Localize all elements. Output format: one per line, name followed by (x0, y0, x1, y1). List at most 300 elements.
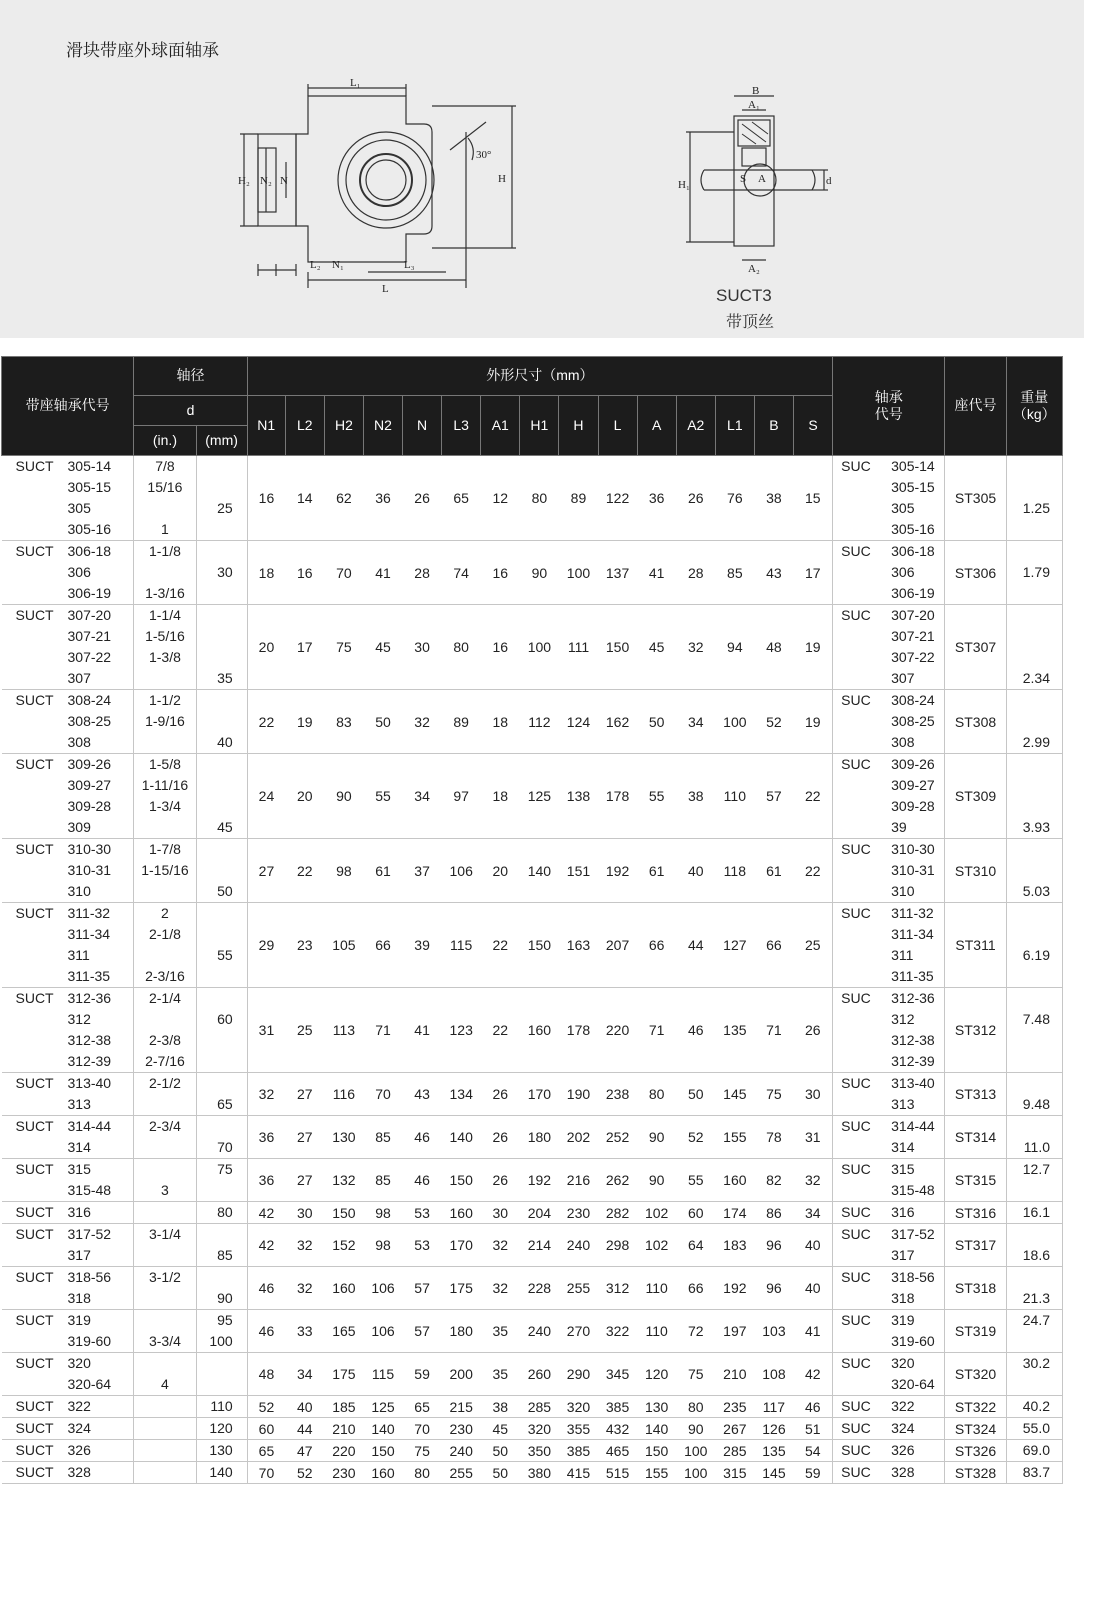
shaft-inch-value (134, 1137, 195, 1158)
bearing-code-line (833, 988, 944, 1009)
shaft-mm-value (197, 924, 247, 945)
dim-h2-cell: 150 (324, 1202, 363, 1224)
dim-s-cell: 41 (793, 1310, 832, 1353)
bearing-code-prefix: SUC (841, 1398, 871, 1414)
bearing-code-line (833, 1051, 944, 1072)
dim-h2-cell: 175 (324, 1353, 363, 1396)
dim-h2-cell: 130 (324, 1116, 363, 1159)
bearing-code-line (833, 1267, 944, 1288)
unit-code-line (2, 1267, 134, 1288)
shaft-inch-cell (134, 1396, 196, 1418)
dim-l1-cell: 94 (715, 605, 754, 690)
unit-code-line (2, 1224, 134, 1245)
weight-value (1007, 1116, 1062, 1137)
shaft-inch-value: 3-1/2 (148, 1269, 181, 1285)
dim-b-cell: 71 (754, 988, 793, 1073)
weight-value (1007, 477, 1062, 498)
shaft-mm-cell (196, 1396, 247, 1418)
dim-l1: L₁ (350, 77, 361, 89)
dim-a2-cell: 64 (676, 1224, 715, 1267)
bearing-code-suffix: 315-48 (891, 1182, 935, 1198)
weight-value (1007, 1030, 1062, 1051)
dim-h2-cell: 116 (324, 1073, 363, 1116)
bearing-code-cell (833, 541, 945, 605)
seat-code-cell: ST328 (945, 1462, 1006, 1484)
dim-h1-cell: 180 (520, 1116, 559, 1159)
dim-a1-cell: 32 (481, 1224, 520, 1267)
shaft-mm-value: 85 (217, 1247, 233, 1263)
dim-h2-cell: 165 (324, 1310, 363, 1353)
weight-cell (1006, 1418, 1062, 1440)
bearing-code-suffix: 307-22 (891, 649, 935, 665)
dim-a-cell: 36 (637, 456, 676, 541)
dim-h-cell: 89 (559, 456, 598, 541)
dim-a2-cell: 34 (676, 690, 715, 754)
bearing-code-suffix: 305-14 (891, 458, 935, 474)
bearing-code-cell (833, 988, 945, 1073)
dim-b-cell: 117 (754, 1396, 793, 1418)
dim-h-cell: 255 (559, 1267, 598, 1310)
weight-cell (1006, 754, 1062, 839)
dim-n-cell: 43 (403, 1073, 442, 1116)
dim-a-cell: 90 (637, 1116, 676, 1159)
seat-code-cell: ST314 (945, 1116, 1006, 1159)
dim-n2: N₂ (260, 175, 272, 187)
dim-h-cell: 190 (559, 1073, 598, 1116)
shaft-mm-value (197, 711, 247, 732)
dim-l2-cell: 14 (285, 456, 324, 541)
dim-h-cell: 111 (559, 605, 598, 690)
bearing-code-prefix: SUC (841, 1355, 871, 1371)
table-row (2, 1224, 1063, 1267)
table-row (2, 605, 1063, 690)
bearing-code-cell (833, 1267, 945, 1310)
weight-value (1007, 860, 1062, 881)
weight-value: 24.7 (1022, 1312, 1050, 1328)
shaft-mm-cell (196, 1224, 247, 1267)
dim-h1-cell: 240 (520, 1310, 559, 1353)
unit-code-prefix: SUCT (15, 841, 54, 857)
dim-b-cell: 43 (754, 541, 793, 605)
dim-l3-cell: 160 (442, 1202, 481, 1224)
shaft-inch-cell (134, 605, 196, 690)
bearing-code-suffix: 311-35 (891, 968, 934, 984)
dim-l3-cell: 106 (442, 839, 481, 903)
dim-n2-cell: 106 (363, 1310, 402, 1353)
dim-n2-cell: 55 (363, 754, 402, 839)
shaft-inch-value: 1-5/16 (145, 628, 185, 644)
unit-code-line (2, 519, 134, 540)
weight-value: 40.2 (1022, 1398, 1050, 1414)
bearing-code-line (833, 775, 944, 796)
dim-a2-cell: 32 (676, 605, 715, 690)
dim-n1-cell: 18 (247, 541, 285, 605)
dim-h2-cell: 185 (324, 1396, 363, 1418)
shaft-mm-cell (196, 690, 247, 754)
dim-n1-cell: 24 (247, 754, 285, 839)
shaft-mm-value (197, 1030, 247, 1051)
seat-code-cell: ST305 (945, 456, 1006, 541)
dim-n2-cell: 70 (363, 1073, 402, 1116)
header-h1: H1 (520, 396, 559, 456)
bearing-code-line (833, 477, 944, 498)
dim-l-cell: 220 (598, 988, 637, 1073)
unit-code-suffix: 319 (67, 1312, 91, 1328)
bearing-code-suffix: 317 (891, 1247, 915, 1263)
weight-value (1007, 626, 1062, 647)
dim-h1-cell: 228 (520, 1267, 559, 1310)
shaft-mm-value: 35 (217, 670, 233, 686)
shaft-mm-value: 130 (209, 1442, 233, 1458)
weight-value (1007, 839, 1062, 860)
bearing-code-prefix: SUC (841, 1420, 871, 1436)
dim-h-cell: 240 (559, 1224, 598, 1267)
table-row (2, 456, 1063, 541)
seat-code-cell: ST308 (945, 690, 1006, 754)
unit-code-cell (2, 1116, 134, 1159)
seat-code-cell: ST326 (945, 1440, 1006, 1462)
dim-n1-cell: 48 (247, 1353, 285, 1396)
weight-value: 21.3 (1022, 1290, 1050, 1306)
shaft-mm-value: 75 (217, 1161, 233, 1177)
unit-code-line (2, 1353, 134, 1374)
weight-value: 1.79 (1022, 564, 1050, 580)
shaft-mm-value (197, 605, 247, 626)
shaft-inch-value: 2-7/16 (145, 1053, 185, 1069)
dim-h-cell: 290 (559, 1353, 598, 1396)
dim-n1-cell: 36 (247, 1116, 285, 1159)
unit-code-prefix: SUCT (15, 756, 54, 772)
bearing-code-line (833, 1159, 944, 1180)
dim-h2-cell: 83 (324, 690, 363, 754)
unit-code-line (2, 1009, 134, 1030)
dim-l3-cell: 80 (442, 605, 481, 690)
weight-value (1007, 605, 1062, 626)
dim-a1-cell: 26 (481, 1159, 520, 1202)
seat-code-cell: ST306 (945, 541, 1006, 605)
bearing-code-prefix: SUC (841, 756, 871, 772)
shaft-mm-value (197, 796, 247, 817)
dim-a2-cell: 100 (676, 1462, 715, 1484)
dim-b-cell: 61 (754, 839, 793, 903)
dim-l1-cell: 197 (715, 1310, 754, 1353)
dim-a-cell: 140 (637, 1418, 676, 1440)
unit-code-line (2, 498, 134, 519)
header-bearing-code: 轴承代号 (833, 357, 945, 456)
header-a1: A1 (481, 396, 520, 456)
unit-code-prefix: SUCT (15, 990, 54, 1006)
dim-n2-cell: 71 (363, 988, 402, 1073)
bearing-code-cell (833, 456, 945, 541)
header-h: H (559, 396, 598, 456)
header-a2: A2 (676, 396, 715, 456)
drawing-panel (0, 0, 1084, 338)
dim-n1-cell: 46 (247, 1310, 285, 1353)
dim-n1-cell: 70 (247, 1462, 285, 1484)
dim-a2-cell: 52 (676, 1116, 715, 1159)
dim-n-cell: 53 (403, 1224, 442, 1267)
shaft-inch-value: 2-3/8 (148, 1032, 181, 1048)
dim-a-cell: 45 (637, 605, 676, 690)
shaft-mm-value (197, 1374, 247, 1395)
dim-a-cell: 150 (637, 1440, 676, 1462)
weight-value (1007, 775, 1062, 796)
bearing-code-line (833, 541, 944, 562)
unit-code-cell (2, 1310, 134, 1353)
shaft-mm-value (197, 1267, 247, 1288)
shaft-inch-value: 3 (161, 1182, 169, 1198)
unit-code-cell (2, 839, 134, 903)
dim-b: B (752, 85, 760, 97)
dim-l1-cell: 267 (715, 1418, 754, 1440)
unit-code-cell (2, 1202, 134, 1224)
unit-code-suffix: 316 (67, 1204, 91, 1220)
dim-h-cell: 178 (559, 988, 598, 1073)
unit-code-line (2, 477, 134, 498)
dim-l2-cell: 23 (285, 903, 324, 988)
dim-a1-cell: 16 (481, 541, 520, 605)
unit-code-suffix: 306-19 (67, 585, 112, 601)
dim-h2-cell: 160 (324, 1267, 363, 1310)
shaft-mm-value (197, 1353, 247, 1374)
dim-s-cell: 22 (793, 839, 832, 903)
unit-code-line (2, 1245, 134, 1266)
shaft-inch-cell (134, 988, 196, 1073)
dim-n1-cell: 36 (247, 1159, 285, 1202)
dim-l-cell: 465 (598, 1440, 637, 1462)
dim-h-cell: 151 (559, 839, 598, 903)
unit-code-cell (2, 690, 134, 754)
dim-b-cell: 103 (754, 1310, 793, 1353)
unit-code-suffix: 314 (67, 1139, 91, 1155)
bearing-code-suffix: 312 (891, 1011, 915, 1027)
seat-code-cell: ST317 (945, 1224, 1006, 1267)
bearing-code-line (833, 519, 944, 540)
unit-code-suffix: 326 (67, 1442, 91, 1458)
unit-code-cell (2, 903, 134, 988)
bearing-code-prefix: SUC (841, 543, 871, 559)
dim-l-cell: 162 (598, 690, 637, 754)
weight-value (1007, 690, 1062, 711)
unit-code-cell (2, 1418, 134, 1440)
shaft-mm-value (197, 647, 247, 668)
unit-code-line (2, 945, 134, 966)
dim-a2-cell: 26 (676, 456, 715, 541)
unit-code-cell (2, 456, 134, 541)
unit-code-cell (2, 1396, 134, 1418)
unit-code-cell (2, 1224, 134, 1267)
dim-n-cell: 46 (403, 1159, 442, 1202)
bearing-code-suffix: 305-16 (891, 521, 935, 537)
dim-b-cell: 96 (754, 1267, 793, 1310)
dim-l-cell: 385 (598, 1396, 637, 1418)
dim-a1-cell: 18 (481, 754, 520, 839)
shaft-inch-cell (134, 541, 196, 605)
bearing-code-suffix: 310 (891, 883, 915, 899)
dim-h1-cell: 80 (520, 456, 559, 541)
dim-l1-cell: 183 (715, 1224, 754, 1267)
unit-code-suffix: 310 (67, 883, 91, 899)
shaft-mm-cell (196, 1440, 247, 1462)
shaft-inch-cell (134, 456, 196, 541)
shaft-inch-value: 1 (161, 521, 169, 537)
unit-code-cell (2, 1073, 134, 1116)
unit-code-line (2, 456, 134, 477)
dim-l2-cell: 27 (285, 1116, 324, 1159)
header-s: S (793, 396, 832, 456)
shaft-mm-value (197, 903, 247, 924)
bearing-code-suffix: 312-39 (891, 1053, 935, 1069)
table-row (2, 1353, 1063, 1396)
bearing-code-line (833, 583, 944, 604)
dim-a1-cell: 35 (481, 1353, 520, 1396)
table-row (2, 690, 1063, 754)
seat-code-cell: ST318 (945, 1267, 1006, 1310)
weight-cell (1006, 541, 1062, 605)
unit-code-line (2, 605, 134, 626)
unit-code-line (2, 668, 134, 689)
dim-b-cell: 48 (754, 605, 793, 690)
dim-n2-cell: 41 (363, 541, 402, 605)
weight-value: 83.7 (1022, 1464, 1050, 1480)
dim-n2-cell: 66 (363, 903, 402, 988)
bearing-code-line (833, 817, 944, 838)
unit-code-suffix: 328 (67, 1464, 91, 1480)
weight-value (1007, 1374, 1062, 1395)
dim-b-cell: 78 (754, 1116, 793, 1159)
bearing-code-suffix: 317-52 (891, 1226, 935, 1242)
dim-h1-cell: 150 (520, 903, 559, 988)
unit-code-cell (2, 1440, 134, 1462)
unit-code-line (2, 647, 134, 668)
dim-a1-cell: 22 (481, 988, 520, 1073)
dim-a-cell: 155 (637, 1462, 676, 1484)
dim-l2-cell: 17 (285, 605, 324, 690)
bearing-code-suffix: 310-31 (891, 862, 935, 878)
unit-code-suffix: 318-56 (67, 1269, 112, 1285)
shaft-inch-value: 1-1/8 (148, 543, 181, 559)
shaft-inch-value: 7/8 (155, 458, 175, 474)
bearing-code-prefix: SUC (841, 1312, 871, 1328)
dim-s-cell: 40 (793, 1224, 832, 1267)
bearing-code-prefix: SUC (841, 1442, 871, 1458)
unit-code-line (2, 1374, 134, 1395)
dim-l1-cell: 145 (715, 1073, 754, 1116)
bearing-code-suffix: 308-25 (891, 713, 935, 729)
shaft-mm-value: 45 (217, 819, 233, 835)
unit-code-line (2, 583, 134, 604)
shaft-inch-cell (134, 1116, 196, 1159)
shaft-inch-value: 4 (161, 1376, 169, 1392)
bearing-code-cell (833, 1310, 945, 1353)
shaft-mm-cell (196, 1462, 247, 1484)
dim-n1-cell: 42 (247, 1202, 285, 1224)
bearing-code-prefix: SUC (841, 1118, 871, 1134)
unit-code-suffix: 312-38 (67, 1032, 112, 1048)
dim-l1-cell: 210 (715, 1353, 754, 1396)
weight-value: 1.25 (1022, 500, 1050, 516)
shaft-inch-cell (134, 1073, 196, 1116)
dim-n2-cell: 85 (363, 1159, 402, 1202)
dim-h2-cell: 210 (324, 1418, 363, 1440)
dim-b-cell: 126 (754, 1418, 793, 1440)
bearing-code-suffix: 310-30 (891, 841, 935, 857)
shaft-mm-cell (196, 839, 247, 903)
dim-n-cell: 37 (403, 839, 442, 903)
dim-l1-cell: 100 (715, 690, 754, 754)
dim-b-cell: 145 (754, 1462, 793, 1484)
dim-n-cell: 53 (403, 1202, 442, 1224)
dim-n2-cell: 36 (363, 456, 402, 541)
shaft-mm-value: 90 (217, 1290, 233, 1306)
bearing-code-line (833, 1009, 944, 1030)
dim-a-cell: 61 (637, 839, 676, 903)
header-a: A (637, 396, 676, 456)
bearing-code-suffix: 316 (891, 1204, 915, 1220)
dim-h1-cell: 204 (520, 1202, 559, 1224)
unit-code-cell (2, 988, 134, 1073)
dim-a-cell: 102 (637, 1202, 676, 1224)
dim-a: A (758, 173, 766, 185)
dim-h2-cell: 98 (324, 839, 363, 903)
bearing-code-suffix: 318-56 (891, 1269, 935, 1285)
dim-n-cell: 34 (403, 754, 442, 839)
dim-h2-cell: 75 (324, 605, 363, 690)
dim-l3-cell: 140 (442, 1116, 481, 1159)
unit-code-suffix: 311 (67, 947, 90, 963)
bearing-code-line (833, 860, 944, 881)
dim-b-cell: 38 (754, 456, 793, 541)
dim-a-cell: 110 (637, 1267, 676, 1310)
unit-code-line (2, 881, 134, 902)
shaft-inch-value (134, 732, 195, 753)
dim-n1-cell: 20 (247, 605, 285, 690)
dim-l-cell: 150 (598, 605, 637, 690)
dim-l2-cell: 22 (285, 839, 324, 903)
weight-value (1007, 583, 1062, 604)
shaft-mm-value: 80 (217, 1204, 233, 1220)
unit-code-line (2, 775, 134, 796)
dim-h-cell: 415 (559, 1462, 598, 1484)
weight-cell (1006, 1353, 1062, 1396)
bearing-code-line (833, 945, 944, 966)
unit-code-cell (2, 1353, 134, 1396)
dim-h1-cell: 125 (520, 754, 559, 839)
dim-n-cell: 65 (403, 1396, 442, 1418)
weight-value: 5.03 (1022, 883, 1050, 899)
unit-code-suffix: 305-16 (67, 521, 112, 537)
dim-h1-cell: 380 (520, 1462, 559, 1484)
dim-h1-cell: 112 (520, 690, 559, 754)
table-row (2, 1396, 1063, 1418)
unit-code-suffix: 305 (67, 500, 91, 516)
dim-s-cell: 25 (793, 903, 832, 988)
dim-n2-cell: 61 (363, 839, 402, 903)
dim-l1-cell: 135 (715, 988, 754, 1073)
bearing-code-cell (833, 903, 945, 988)
dim-h1-cell: 320 (520, 1418, 559, 1440)
shaft-inch-value: 1-3/4 (148, 798, 181, 814)
bearing-code-cell (833, 1224, 945, 1267)
shaft-mm-value: 100 (209, 1333, 233, 1349)
bearing-code-line (833, 1030, 944, 1051)
shaft-mm-cell (196, 1159, 247, 1202)
dim-l-cell: 262 (598, 1159, 637, 1202)
unit-code-line (2, 903, 134, 924)
dim-a-cell: 90 (637, 1159, 676, 1202)
unit-code-line (2, 1116, 134, 1137)
bearing-code-line (833, 1440, 944, 1461)
